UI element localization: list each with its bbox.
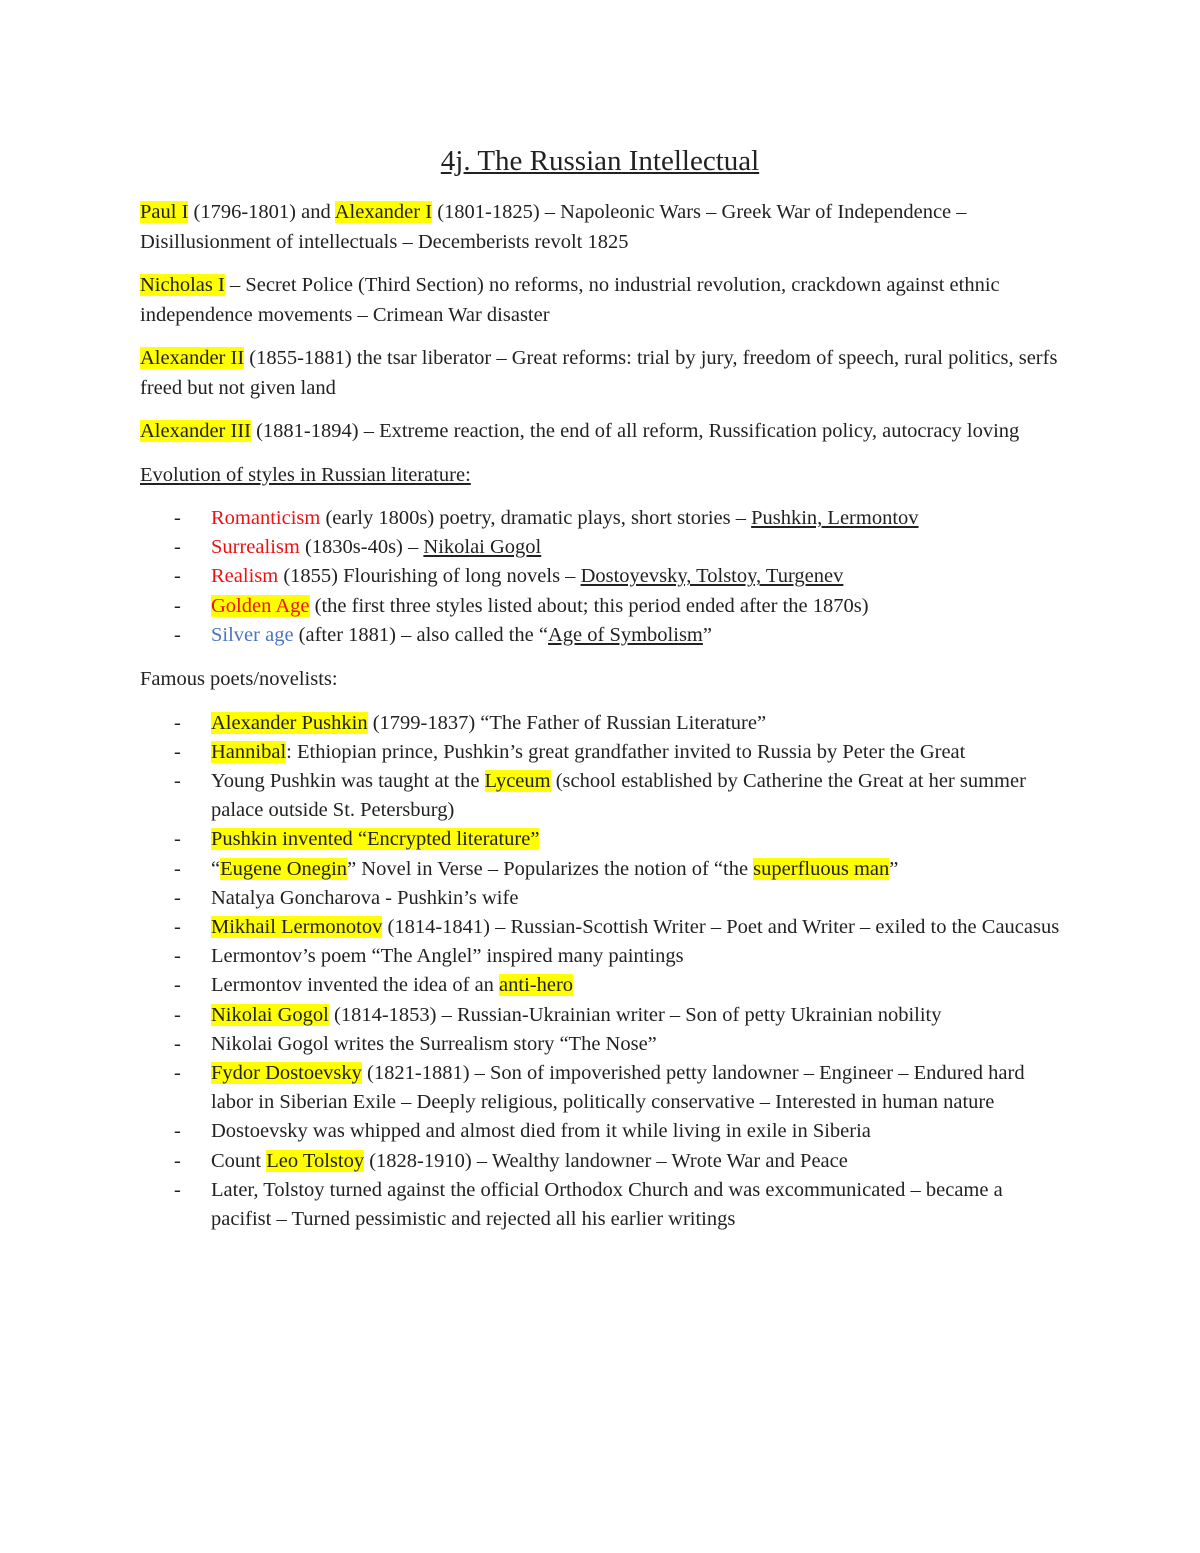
item-text: “ xyxy=(211,857,221,880)
item-text: Dostoevsky was whipped and almost died from it while living in exile in Siberia xyxy=(211,1120,871,1143)
style-text: (1855) Flourishing of long novels – xyxy=(278,565,581,588)
style-text: (after 1881) – also called the “ xyxy=(293,623,548,646)
ruler-alexander-ii xyxy=(140,344,1060,403)
item-text: Count xyxy=(211,1149,267,1172)
list-item xyxy=(140,504,1060,533)
highlighted-name: Alexander I xyxy=(334,201,433,223)
list-item xyxy=(140,855,1060,884)
famous-list xyxy=(140,709,1060,1235)
item-text: Nikolai Gogol writes the Surrealism story “The Nose” xyxy=(211,1032,657,1055)
style-authors: Age of Symbolism xyxy=(547,623,703,646)
ruler-text: (1801-1825) – Napoleonic Wars – Greek War of Independence – Disillusionment of intellectuals – Decemberists revolt 1825 xyxy=(140,201,967,253)
page-title: 4j. The Russian Intellectual xyxy=(440,145,760,177)
list-item xyxy=(140,1117,1060,1146)
highlighted-name: Alexander III xyxy=(140,420,251,442)
style-authors: Pushkin, Lermontov xyxy=(751,507,919,529)
item-text: (1799-1837) “The Father of Russian Literature” xyxy=(367,711,767,734)
item-text: ” xyxy=(889,857,899,880)
style-name: Surrealism xyxy=(211,536,300,559)
list-item xyxy=(140,621,1060,650)
list-item xyxy=(140,738,1060,767)
list-item xyxy=(140,1176,1060,1234)
highlighted-term: Lyceum xyxy=(484,769,551,792)
highlighted-name: Paul I xyxy=(140,201,189,223)
style-text: (early 1800s) poetry, dramatic plays, short stories – xyxy=(320,507,752,529)
ruler-alexander-iii xyxy=(140,417,1060,447)
item-text: (1814-1841) – Russian-Scottish Writer – Poet and Writer – exiled to the Caucasus xyxy=(382,915,1060,938)
item-text: : Ethiopian prince, Pushkin’s great grandfather invited to Russia by Peter the Great xyxy=(286,740,966,763)
style-name: Silver age xyxy=(211,623,294,646)
highlighted-term: Pushkin invented “Encrypted literature” xyxy=(211,828,540,851)
item-text: Natalya Goncharova - Pushkin’s wife xyxy=(211,886,519,909)
ruler-paul-alexander-i xyxy=(140,198,1060,257)
list-item xyxy=(140,825,1060,854)
list-item xyxy=(140,1147,1060,1176)
style-text: (1830s-40s) – xyxy=(299,536,424,559)
style-name: Golden Age xyxy=(211,594,310,617)
item-text: (1828-1910) – Wealthy landowner – Wrote War and Peace xyxy=(364,1149,848,1172)
list-item xyxy=(140,709,1060,738)
ruler-text: (1881-1894) – Extreme reaction, the end of all reform, Russification policy, autocracy loving xyxy=(250,420,1020,442)
style-name: Romanticism xyxy=(211,507,321,529)
list-item xyxy=(140,1001,1060,1030)
highlighted-name: Nicholas I xyxy=(140,274,225,296)
list-item xyxy=(140,562,1060,591)
item-text: (school established by Catherine the Great at her summer palace outside St. Petersburg) xyxy=(211,769,1026,822)
list-item xyxy=(140,1030,1060,1059)
list-item xyxy=(140,592,1060,621)
highlighted-term: Eugene Onegin xyxy=(220,857,348,880)
style-authors: Dostoyevsky, Tolstoy, Turgenev xyxy=(580,565,844,588)
list-item xyxy=(140,971,1060,1000)
highlighted-term: Fydor Dostoevsky xyxy=(211,1061,362,1084)
ruler-nicholas-i xyxy=(140,271,1060,330)
style-name: Realism xyxy=(211,565,279,588)
list-item xyxy=(140,913,1060,942)
list-item xyxy=(140,884,1060,913)
famous-heading: Famous poets/novelists: xyxy=(140,668,338,691)
item-text: (1821-1881) – Son of impoverished petty landowner – Engineer – Endured hard labor in Siberian Exile – Deeply religious, politically conservative – Interested in human nature xyxy=(211,1061,1025,1114)
item-text: Lermontov invented the idea of an xyxy=(211,974,500,997)
highlighted-name: Alexander II xyxy=(140,347,245,369)
item-text: Lermontov’s poem “The Anglel” inspired many paintings xyxy=(211,945,684,968)
highlighted-term: Mikhail Lermonotov xyxy=(211,915,383,938)
item-text: Young Pushkin was taught at the xyxy=(211,769,485,792)
highlighted-term: superfluous man xyxy=(753,857,890,880)
list-item xyxy=(140,1059,1060,1117)
item-text: ” Novel in Verse – Popularizes the notion of “the xyxy=(347,857,754,880)
styles-list xyxy=(140,504,1060,650)
list-item xyxy=(140,942,1060,971)
ruler-text: – Secret Police (Third Section) no reforms, no industrial revolution, crackdown against ethnic independence movements – Crimean War disaster xyxy=(140,274,1000,326)
style-text: ” xyxy=(702,623,712,646)
style-text: (the first three styles listed about; this period ended after the 1870s) xyxy=(309,594,869,617)
item-text: (1814-1853) – Russian-Ukrainian writer – Son of petty Ukrainian nobility xyxy=(328,1003,942,1026)
highlighted-term: Alexander Pushkin xyxy=(211,711,368,734)
ruler-text: (1796-1801) and xyxy=(188,201,335,223)
highlighted-term: Leo Tolstoy xyxy=(266,1149,365,1172)
highlighted-term: Hannibal xyxy=(211,740,287,763)
style-authors: Nikolai Gogol xyxy=(423,536,542,559)
item-text: Later, Tolstoy turned against the official Orthodox Church and was excommunicated – became a pacifist – Turned pessimistic and rejected all his earlier writings xyxy=(211,1178,1003,1230)
styles-heading: Evolution of styles in Russian literature: xyxy=(140,463,471,486)
list-item xyxy=(140,533,1060,562)
ruler-text: (1855-1881) the tsar liberator – Great reforms: trial by jury, freedom of speech, rural politics, serfs freed but not given land xyxy=(140,347,1058,399)
highlighted-term: anti-hero xyxy=(499,974,574,997)
highlighted-term: Nikolai Gogol xyxy=(211,1003,329,1026)
list-item xyxy=(140,767,1060,825)
